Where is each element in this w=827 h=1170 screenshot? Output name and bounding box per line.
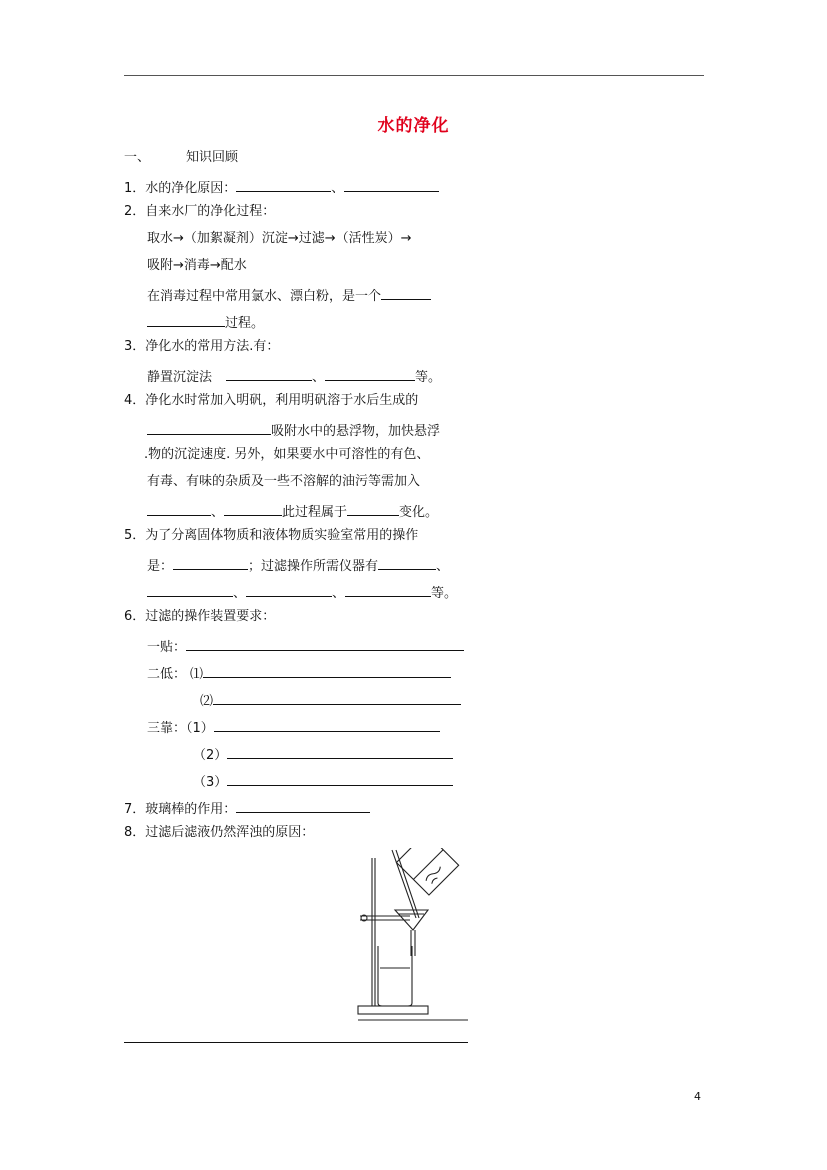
answer-blank[interactable] [227,744,453,759]
glass-rod [392,850,416,918]
header-rule [124,75,704,76]
answer-blank[interactable] [378,555,436,570]
answer-blank[interactable] [226,366,312,381]
question-4-line2-text: 吸附水中的悬浮物，加快悬浮 [271,424,441,439]
answer-blank[interactable] [347,501,399,516]
question-5-line2 [147,555,449,575]
answer-blank[interactable] [236,798,370,813]
separator: 、 [331,181,345,196]
answer-blank[interactable] [344,177,439,192]
question-6-erdi-2 [200,690,461,710]
filtration-apparatus-illustration [350,848,475,1026]
answer-blank[interactable] [381,285,431,300]
answer-blank[interactable] [186,636,464,651]
question-5-line3 [147,582,457,602]
sankao-label: 三靠： [147,721,187,736]
question-4-line5 [147,501,438,521]
question-4-line4: 有毒、有味的杂质及一些不溶解的油污等需加入 [147,474,421,489]
separator: 、 [211,505,225,520]
answer-blank[interactable] [227,771,453,786]
answer-blank[interactable] [203,663,451,678]
answer-blank[interactable] [213,690,461,705]
question-4-mid: 此过程属于 [282,505,348,520]
erdi-item-2-label: ⑵ [200,694,214,709]
answer-blank[interactable] [224,501,282,516]
answer-blank[interactable] [147,420,271,435]
section-label: 知识回顾 [186,150,239,165]
question-5-line2-a: 是： [147,559,174,574]
question-2-line3-text: 在消毒过程中常用氯水、漂白粉，是一个 [147,289,382,304]
answer-blank[interactable] [147,582,233,597]
question-4-line2 [147,420,440,440]
sankao-item-1-label: （1） [186,721,214,736]
yitie-label: 一贴： [147,640,187,655]
question-4-head: 4．净化水时常加入明矾，利用明矾溶于水后生成的 [124,393,419,408]
question-5-head: 5．为了分离固体物质和液体物质实验室常用的操作 [124,528,419,543]
question-8: 8．过滤后滤液仍然浑浊的原因： [124,825,315,840]
question-2-line4-text: 过程。 [225,316,265,331]
question-5-line2-b: ；过滤操作所需仪器有 [248,559,379,574]
question-4-tail: 变化。 [399,505,439,520]
question-2-line1: 取水→（加絮凝剂）沉淀→过滤→（活性炭）→ [147,231,412,246]
section-number: 一、 [124,150,151,165]
question-7 [124,798,370,818]
answer-blank[interactable] [214,717,440,732]
question-6-sankao-3 [193,771,453,791]
page-number: 4 [694,1090,701,1103]
question-2-line4 [147,312,264,332]
bottom-answer-line[interactable] [124,1042,468,1043]
answer-blank[interactable] [246,582,332,597]
separator: 、 [312,370,326,385]
section-heading [124,150,238,166]
separator: 、 [332,586,346,601]
question-6-yitie [147,636,464,656]
sankao-item-2-label: （2） [193,748,228,763]
question-6-erdi-1 [147,663,451,683]
question-4-line3: .物的沉淀速度. 另外，如果要水中可溶性的有色、 [144,447,430,462]
question-3-method: 静置沉淀法 [147,370,213,385]
question-6-sankao-1 [147,717,440,737]
erdi-item-1-label: ⑴ [190,667,204,682]
page-title: 水的净化 [377,116,450,136]
separator: 、 [436,559,450,574]
stand-base [358,1006,428,1014]
answer-blank[interactable] [173,555,248,570]
question-2-line2: 吸附→消毒→配水 [147,258,247,273]
question-7-text: 7．玻璃棒的作用： [124,802,237,817]
question-6-sankao-2 [193,744,453,764]
question-5-tail: 等。 [431,586,458,601]
erdi-label: 二低： [147,667,187,682]
question-1-text: 1．水的净化原因： [124,181,237,196]
separator: 、 [233,586,247,601]
answer-blank[interactable] [147,501,211,516]
beaker [378,946,412,1006]
answer-blank[interactable] [147,312,225,327]
answer-blank[interactable] [345,582,431,597]
answer-blank[interactable] [236,177,331,192]
question-2-head: 2．自来水厂的净化过程： [124,204,276,219]
question-3-head: 3．净化水的常用方法.有： [124,339,280,354]
question-3-tail: 等。 [415,370,442,385]
question-3-line2 [147,366,441,386]
answer-blank[interactable] [325,366,415,381]
question-2-line3 [147,285,431,305]
sankao-item-3-label: （3） [193,775,228,790]
question-6-head: 6．过滤的操作装置要求： [124,609,276,624]
question-1 [124,177,439,197]
